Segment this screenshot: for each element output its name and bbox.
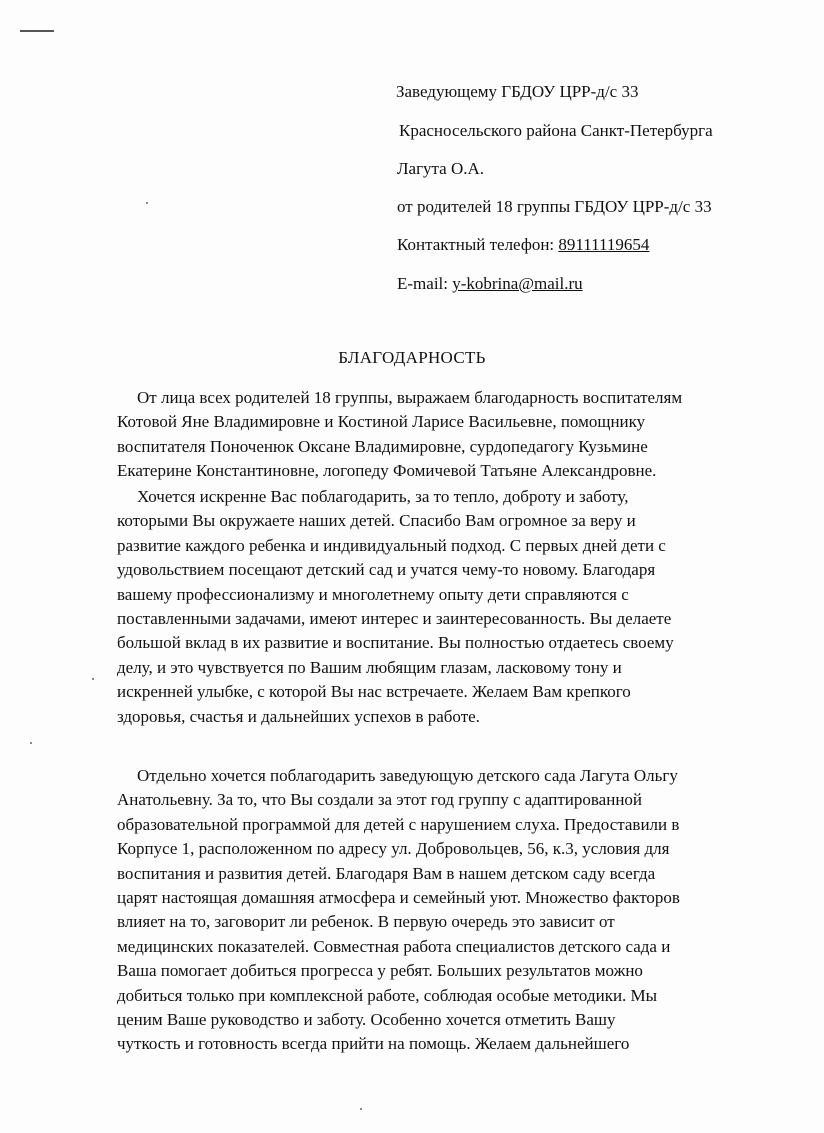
scan-speck	[30, 742, 32, 744]
phone-label: Контактный телефон:	[397, 235, 559, 254]
paragraph-2	[117, 485, 757, 729]
paragraph-line: здоровья, счастья и дальнейших успехов в работе.	[117, 706, 480, 726]
paragraph-line: образовательной программой для детей с нарушением слуха. Предоставили в	[117, 814, 680, 834]
scan-speck	[146, 202, 148, 204]
recipient-name: Лагута О.А.	[397, 159, 485, 178]
scan-speck	[92, 678, 94, 680]
paragraph-line: ценим Ваше руководство и заботу. Особенно хочется отметить Вашу	[117, 1010, 616, 1030]
email-label: E-mail:	[397, 274, 453, 293]
paragraph-line: Отдельно хочется поблагодарить заведующую детского сада Лагута Ольгу	[137, 766, 678, 785]
paragraph-1	[117, 386, 757, 484]
recipient-line: Заведующему ГБДОУ ЦРР-д/с 33	[396, 82, 639, 101]
paragraph-line: воспитателя Поноченюк Оксане Владимировне, сурдопедагогу Кузьмине	[117, 436, 648, 456]
paragraph-line: Хочется искренне Вас поблагодарить, за то тепло, доброту и заботу,	[137, 487, 629, 506]
paragraph-line: Екатерине Константиновне, логопеду Фомичевой Татьяне Александровне.	[117, 461, 657, 481]
paragraph-line: вашему профессионализму и многолетнему опыту дети справляются с	[117, 584, 629, 604]
phone-line	[397, 235, 649, 255]
scan-mark	[20, 30, 54, 32]
paragraph-line: Ваша помогает добиться прогресса у ребят. Больших результатов можно	[117, 961, 643, 981]
paragraph-line: которыми Вы окружаете наших детей. Спасибо Вам огромное за веру и	[117, 511, 636, 531]
paragraph-line: медицинских показателей. Совместная работа специалистов детского сада и	[117, 936, 671, 956]
district-line: Красносельского района Санкт-Петербурга	[399, 121, 713, 140]
paragraph-line: большой вклад в их развитие и воспитание. Вы полностью отдаетесь своему	[117, 633, 674, 653]
email-link[interactable]: y-kobrina@mail.ru	[452, 274, 583, 293]
paragraph-line: От лица всех родителей 18 группы, выражаем благодарность воспитателям	[137, 388, 683, 407]
email-line	[397, 274, 583, 294]
paragraph-line: делу, и это чувствуется по Вашим любящим глазам, ласковому тону и	[117, 657, 622, 677]
paragraph-line: добиться только при комплексной работе, соблюдая особые методики. Мы	[117, 985, 658, 1005]
paragraph-3	[117, 764, 757, 1057]
paragraph-line: влияет на то, заговорит ли ребенок. В первую очередь это зависит от	[117, 912, 615, 932]
sender-line: от родителей 18 группы ГБДОУ ЦРР-д/с 33	[397, 197, 712, 216]
phone-link[interactable]: 89111119654	[558, 235, 650, 254]
paragraph-line: Корпусе 1, расположенном по адресу ул. Добровольцев, 56, к.3, условия для	[117, 839, 670, 859]
document-title: БЛАГОДАРНОСТЬ	[338, 348, 486, 367]
paragraph-line: чуткость и готовность всегда прийти на помощь. Желаем дальнейшего	[117, 1034, 630, 1054]
paragraph-line: царят настоящая домашняя атмосфера и семейный уют. Множество факторов	[117, 888, 680, 908]
scan-speck	[360, 1108, 362, 1110]
paragraph-line: Анатольевну. За то, что Вы создали за этот год группу с адаптированной	[117, 790, 643, 810]
paragraph-line: воспитания и развития детей. Благодаря Вам в нашем детском саду всегда	[117, 863, 656, 883]
paragraph-line: искренней улыбке, с которой Вы нас встречаете. Желаем Вам крепкого	[117, 682, 631, 702]
paragraph-line: развитие каждого ребенка и индивидуальный подход. С первых дней дети с	[117, 535, 666, 555]
paragraph-line: поставленными задачами, имеют интерес и заинтересованность. Вы делаете	[117, 609, 672, 629]
paragraph-line: удовольствием посещают детский сад и учатся чему-то новому. Благодаря	[117, 560, 656, 580]
paragraph-line: Котовой Яне Владимировне и Костиной Ларисе Васильевне, помощнику	[117, 412, 646, 432]
